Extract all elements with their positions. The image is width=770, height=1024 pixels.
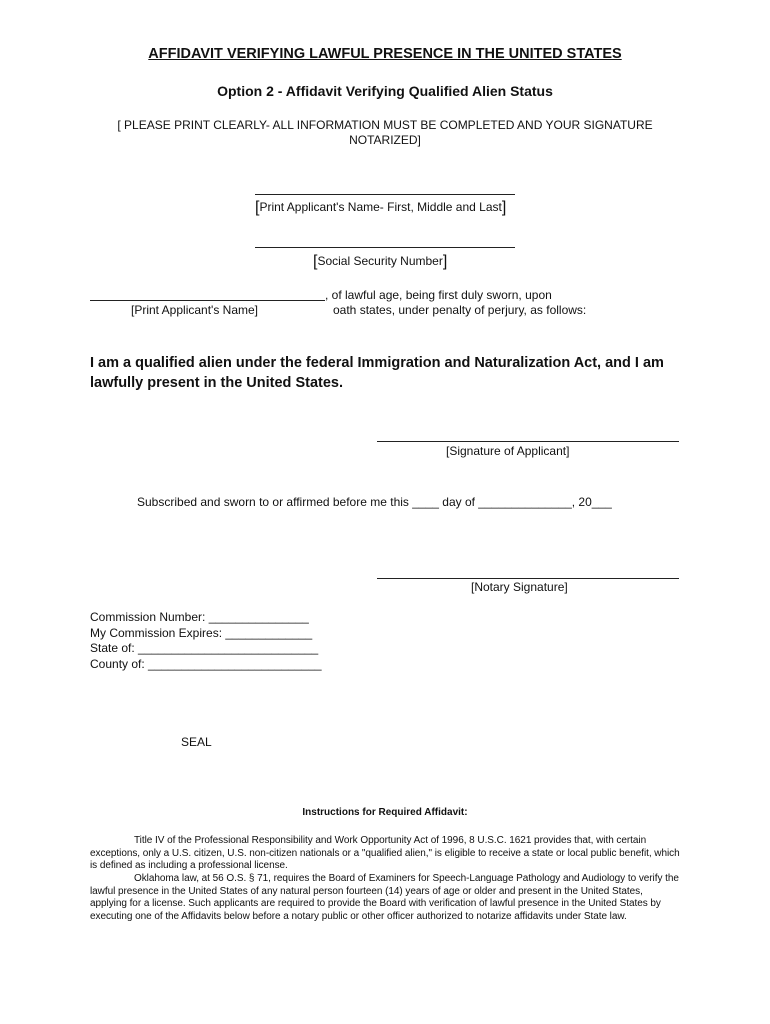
- seal-label: SEAL: [181, 735, 212, 749]
- commission-expires-field[interactable]: My Commission Expires: _____________: [90, 625, 313, 640]
- instructions-paragraph-1: Title IV of the Professional Responsibility and Work Opportunity Act of 1996, 8 U.S.C. 1621 provides that, with certain exceptions, only a U.S. citizen, U.S. non-citizen nationals or a "qualified alien," is eligible to receive a state or local public benefit, which is defined as including a professional license.: [90, 835, 680, 872]
- applicant-full-name-label: Print Applicant's Name- First, Middle and Last: [259, 200, 502, 214]
- oath-line-2: oath states, under penalty of perjury, as follows:: [333, 303, 587, 317]
- notary-signature-line[interactable]: [377, 578, 679, 579]
- print-instruction: [ PLEASE PRINT CLEARLY- ALL INFORMATION MUST BE COMPLETED AND YOUR SIGNATURE NOTARIZED]: [117, 118, 653, 147]
- declaration-statement: I am a qualified alien under the federal Immigration and Naturalization Act, and I am lawfully present in the United States.: [90, 355, 664, 391]
- instructions-heading: Instructions for Required Affidavit:: [302, 807, 468, 818]
- applicant-full-name-line[interactable]: [255, 194, 515, 195]
- ssn-caption: [Social Security Number]: [313, 253, 448, 270]
- ssn-label: Social Security Number: [317, 254, 443, 268]
- applicant-name-label: [Print Applicant's Name]: [131, 303, 259, 317]
- applicant-signature-line[interactable]: [377, 441, 679, 442]
- county-field[interactable]: County of: __________________________: [90, 656, 322, 671]
- oath-line-1: , of lawful age, being first duly sworn, upon: [325, 288, 552, 302]
- notary-signature-label: [Notary Signature]: [471, 580, 568, 594]
- ssn-line[interactable]: [255, 247, 515, 248]
- document-title: AFFIDAVIT VERIFYING LAWFUL PRESENCE IN THE UNITED STATES: [148, 46, 622, 62]
- state-field[interactable]: State of: ___________________________: [90, 641, 319, 655]
- applicant-name-line[interactable]: [90, 300, 325, 301]
- applicant-signature-label: [Signature of Applicant]: [446, 444, 570, 458]
- sworn-statement: Subscribed and sworn to or affirmed before me this ____ day of ______________, 20___: [137, 495, 612, 509]
- document-subtitle: Option 2 - Affidavit Verifying Qualified Alien Status: [217, 83, 553, 99]
- applicant-full-name-caption: [Print Applicant's Name- First, Middle and Last]: [255, 199, 507, 216]
- instructions-paragraph-2: Oklahoma law, at 56 O.S. § 71, requires the Board of Examiners for Speech-Language Pathology and Audiology to verify the lawful presence in the United States of any natural person fourteen (14) years of age or older and present in the United States, applying for a license. Such applicants are required to provide the Board with verification of lawful presence in the United States by executing one of the Affidavits below before a notary public or other officer authorized to notarize affidavits under State law.: [90, 873, 679, 922]
- notary-details: [90, 610, 322, 672]
- commission-number-field[interactable]: Commission Number: _______________: [90, 610, 309, 624]
